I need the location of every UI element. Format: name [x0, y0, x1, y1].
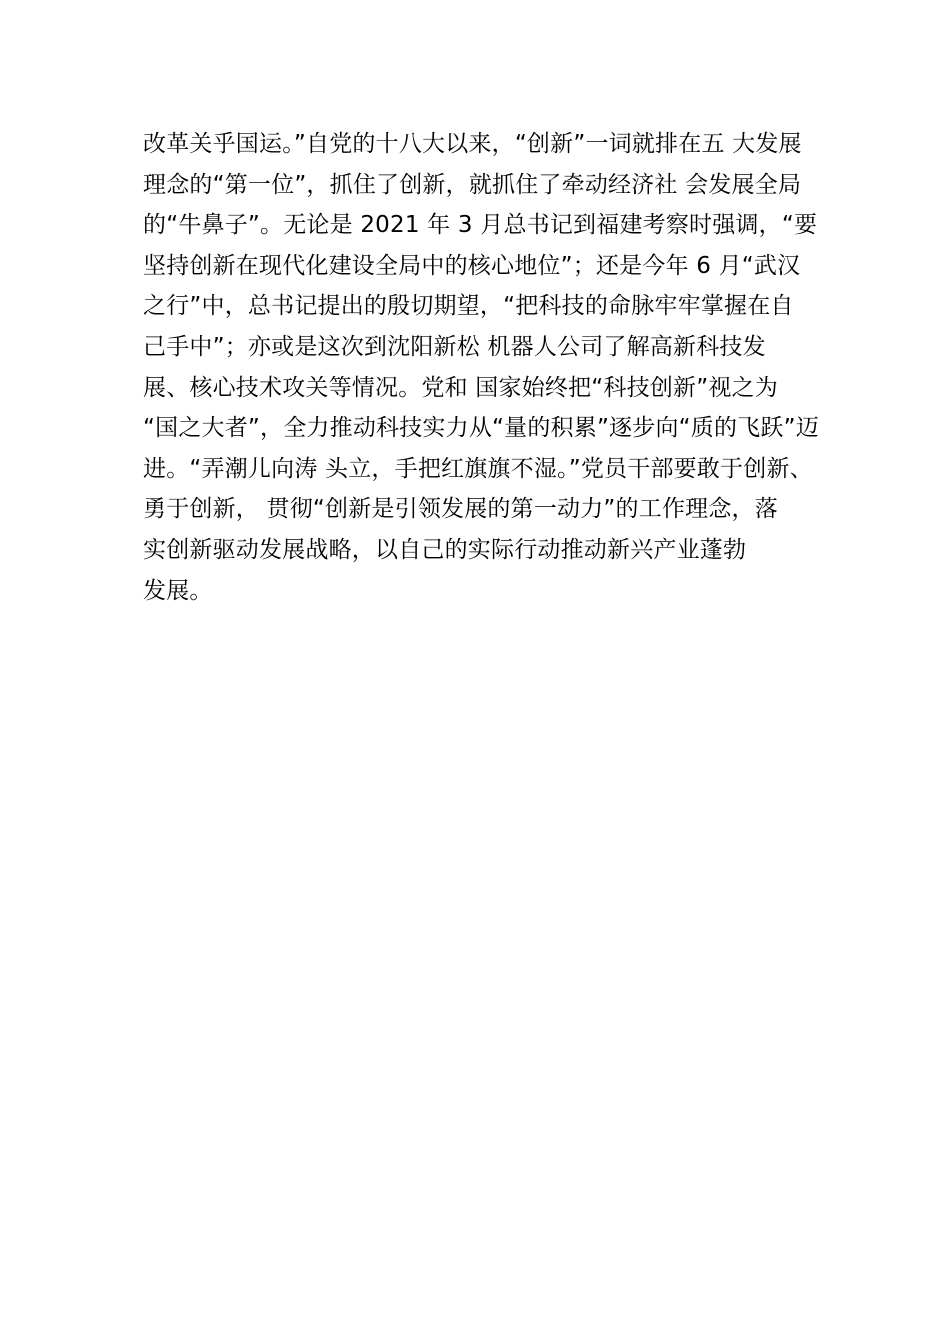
- paragraph-line: 勇于创新， 贯彻“创新是引领发展的第一动力”的工作理念，落: [143, 496, 778, 523]
- paragraph-line: 之行”中，总书记提出的殷切期望，“把科技的命脉牢牢掌握在自: [143, 293, 794, 320]
- body-paragraph: [143, 124, 843, 611]
- paragraph-line: 进。“弄潮儿向涛 头立，手把红旗旗不湿。”党员干部要敢于创新、: [143, 455, 813, 482]
- paragraph-line: 改革关乎国运。”自党的十八大以来，“创新”一词就排在五 大发展: [143, 131, 802, 157]
- paragraph-line: 理念的“第一位”，抓住了创新，就抓住了牵动经济社 会发展全局: [143, 171, 802, 198]
- paragraph-line: 坚持创新在现代化建设全局中的核心地位”；还是今年 6 月“武汉: [143, 252, 801, 279]
- paragraph-line: “国之大者”，全力推动科技实力从“量的积累”逐步向“质的飞跃”迈: [143, 415, 819, 442]
- paragraph-line: 展、核心技术攻关等情况。党和 国家始终把“科技创新”视之为: [143, 374, 778, 401]
- paragraph-line: 的“牛鼻子”。无论是 2021 年 3 月总书记到福建考察时强调，“要: [143, 212, 818, 239]
- paragraph-line: 己手中”；亦或是这次到沈阳新松 机器人公司了解高新科技发: [143, 333, 766, 360]
- paragraph-line: 发展。: [143, 577, 213, 604]
- paragraph-line: 实创新驱动发展战略，以自己的实际行动推动新兴产业蓬勃: [143, 536, 747, 563]
